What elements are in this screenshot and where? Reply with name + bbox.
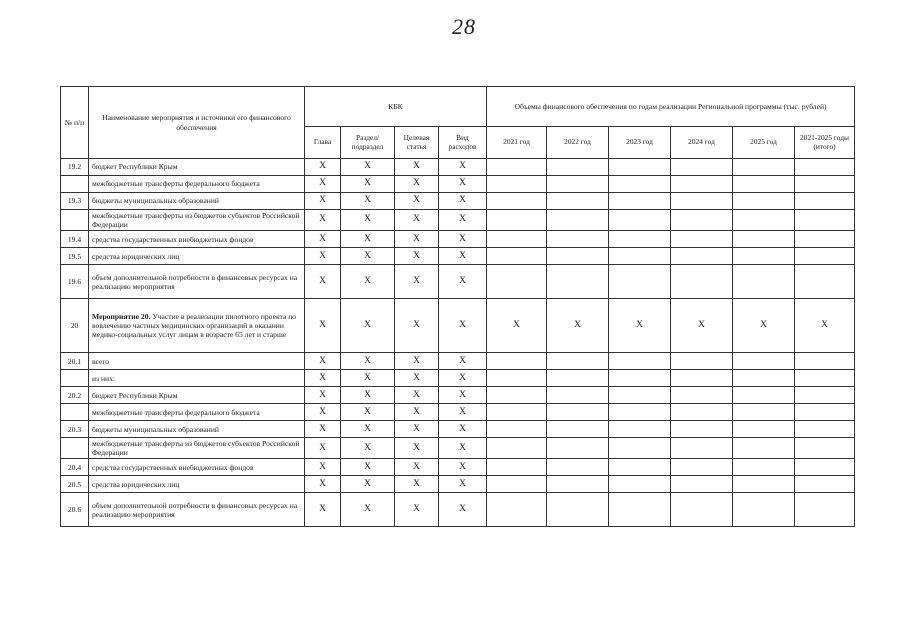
kbk-cell: X	[305, 265, 341, 299]
row-number: 20	[61, 299, 89, 353]
year-cell	[733, 176, 795, 193]
year-cell	[733, 210, 795, 231]
year-cell	[547, 404, 609, 421]
kbk-cell: X	[395, 265, 439, 299]
header-kbk-col: Вид расходов	[439, 127, 487, 159]
year-cell	[795, 421, 855, 438]
row-name: бюджеты муниципальных образований	[89, 193, 305, 210]
kbk-cell: X	[395, 193, 439, 210]
year-cell	[795, 248, 855, 265]
year-cell	[795, 459, 855, 476]
year-cell	[733, 459, 795, 476]
kbk-cell: X	[439, 159, 487, 176]
row-number: 20.5	[61, 476, 89, 493]
table-row	[61, 421, 855, 438]
year-cell	[733, 438, 795, 459]
year-cell	[487, 231, 547, 248]
year-cell	[487, 265, 547, 299]
kbk-cell: X	[395, 248, 439, 265]
row-name: средства государственных внебюджетных фондов	[89, 459, 305, 476]
year-cell	[547, 231, 609, 248]
kbk-cell: X	[439, 404, 487, 421]
row-number: 19.2	[61, 159, 89, 176]
year-cell	[733, 421, 795, 438]
row-name: межбюджетные трансферты федерального бюджета	[89, 176, 305, 193]
year-cell	[609, 370, 671, 387]
year-cell	[547, 438, 609, 459]
year-cell	[671, 193, 733, 210]
year-cell	[609, 438, 671, 459]
row-number: 19.4	[61, 231, 89, 248]
year-cell	[733, 387, 795, 404]
row-name: межбюджетные трансферты федерального бюджета	[89, 404, 305, 421]
year-cell	[547, 476, 609, 493]
year-cell	[733, 193, 795, 210]
kbk-cell: X	[305, 210, 341, 231]
row-name-text: Участие в реализации пилотного проекта по вовлечению частных медицинских организаций в оказании медико-социальных услуг лицам в возрасте 65 лет и старше	[92, 312, 297, 340]
year-cell	[609, 265, 671, 299]
year-cell	[733, 493, 795, 527]
kbk-cell: X	[305, 370, 341, 387]
kbk-cell: X	[395, 231, 439, 248]
kbk-cell: X	[439, 193, 487, 210]
year-cell	[795, 210, 855, 231]
header-year-col: 2023 год	[609, 127, 671, 159]
row-name: объем дополнительной потребности в финансовых ресурсах на реализацию мероприятия	[89, 493, 305, 527]
year-cell	[487, 353, 547, 370]
kbk-cell: X	[305, 248, 341, 265]
table-row	[61, 265, 855, 299]
table-row	[61, 193, 855, 210]
year-cell	[547, 265, 609, 299]
kbk-cell: X	[341, 176, 395, 193]
table-row	[61, 231, 855, 248]
kbk-cell: X	[395, 421, 439, 438]
year-cell	[795, 493, 855, 527]
year-cell	[795, 159, 855, 176]
year-cell	[547, 193, 609, 210]
year-cell	[733, 476, 795, 493]
year-cell	[733, 159, 795, 176]
kbk-cell: X	[439, 387, 487, 404]
page-number: 28	[452, 14, 476, 39]
year-cell	[795, 404, 855, 421]
kbk-cell: X	[305, 476, 341, 493]
year-cell	[795, 265, 855, 299]
year-cell	[547, 387, 609, 404]
year-cell	[733, 353, 795, 370]
year-cell	[487, 438, 547, 459]
table-row	[61, 438, 855, 459]
year-cell	[671, 459, 733, 476]
header-kbk-col: Целевая статья	[395, 127, 439, 159]
kbk-cell: X	[341, 353, 395, 370]
year-cell	[487, 387, 547, 404]
table-row	[61, 248, 855, 265]
kbk-cell: X	[439, 493, 487, 527]
year-cell	[795, 231, 855, 248]
row-name: бюджет Республики Крым	[89, 387, 305, 404]
row-number	[61, 176, 89, 193]
year-cell	[671, 231, 733, 248]
kbk-cell: X	[395, 176, 439, 193]
kbk-cell: X	[395, 370, 439, 387]
year-cell	[487, 476, 547, 493]
year-cell	[609, 493, 671, 527]
table-row	[61, 459, 855, 476]
kbk-cell: X	[341, 387, 395, 404]
kbk-cell: X	[305, 493, 341, 527]
year-cell	[487, 248, 547, 265]
year-cell	[609, 248, 671, 265]
year-cell	[733, 404, 795, 421]
row-number: 20.4	[61, 459, 89, 476]
year-cell	[547, 248, 609, 265]
row-name: средства юридических лиц	[89, 248, 305, 265]
row-name: межбюджетные трансферты из бюджетов субъектов Российской Федерации	[89, 438, 305, 459]
year-cell	[487, 493, 547, 527]
kbk-cell: X	[439, 476, 487, 493]
kbk-cell: X	[305, 421, 341, 438]
header-year-col: 2021 год	[487, 127, 547, 159]
year-cell	[547, 353, 609, 370]
year-cell	[609, 353, 671, 370]
kbk-cell: X	[341, 421, 395, 438]
year-cell	[487, 459, 547, 476]
year-cell	[609, 387, 671, 404]
kbk-cell: X	[341, 459, 395, 476]
year-cell: X	[733, 299, 795, 353]
year-cell	[609, 421, 671, 438]
year-cell	[671, 387, 733, 404]
row-name: бюджет Республики Крым	[89, 159, 305, 176]
year-cell	[671, 248, 733, 265]
row-name-bold: Мероприятие 20.	[92, 312, 151, 322]
year-cell	[487, 421, 547, 438]
kbk-cell: X	[439, 231, 487, 248]
year-cell	[609, 210, 671, 231]
kbk-cell: X	[341, 370, 395, 387]
kbk-cell: X	[439, 353, 487, 370]
row-number: 19.3	[61, 193, 89, 210]
kbk-cell: X	[341, 193, 395, 210]
kbk-cell: X	[341, 231, 395, 248]
year-cell: X	[487, 299, 547, 353]
header-kbk-col: Раздел/ подраздел	[341, 127, 395, 159]
kbk-cell: X	[439, 248, 487, 265]
row-number	[61, 210, 89, 231]
kbk-cell: X	[341, 476, 395, 493]
year-cell: X	[671, 299, 733, 353]
year-cell: X	[795, 299, 855, 353]
kbk-cell: X	[395, 404, 439, 421]
year-cell	[547, 493, 609, 527]
kbk-cell: X	[341, 299, 395, 353]
kbk-cell: X	[395, 493, 439, 527]
row-number: 20.6	[61, 493, 89, 527]
kbk-cell: X	[341, 265, 395, 299]
header-year-col: 2024 год	[671, 127, 733, 159]
year-cell	[547, 159, 609, 176]
year-cell	[609, 231, 671, 248]
year-cell	[795, 476, 855, 493]
year-cell	[795, 438, 855, 459]
kbk-cell: X	[341, 493, 395, 527]
year-cell: X	[547, 299, 609, 353]
header-kbk-col: Глава	[305, 127, 341, 159]
year-cell	[795, 353, 855, 370]
table-row	[61, 370, 855, 387]
year-cell	[487, 404, 547, 421]
kbk-cell: X	[395, 210, 439, 231]
year-cell	[547, 421, 609, 438]
kbk-cell: X	[395, 476, 439, 493]
row-number	[61, 438, 89, 459]
kbk-cell: X	[439, 370, 487, 387]
kbk-cell: X	[341, 210, 395, 231]
year-cell	[795, 387, 855, 404]
header-num: № п/п	[61, 87, 89, 159]
year-cell	[547, 459, 609, 476]
row-number: 20.3	[61, 421, 89, 438]
table-row	[61, 299, 855, 353]
year-cell	[609, 193, 671, 210]
year-cell	[733, 248, 795, 265]
row-number: 19.5	[61, 248, 89, 265]
kbk-cell: X	[341, 438, 395, 459]
table-row	[61, 404, 855, 421]
financing-table	[60, 86, 855, 527]
year-cell	[671, 476, 733, 493]
kbk-cell: X	[395, 159, 439, 176]
year-cell	[609, 159, 671, 176]
year-cell	[487, 193, 547, 210]
year-cell	[795, 193, 855, 210]
year-cell	[671, 493, 733, 527]
kbk-cell: X	[439, 421, 487, 438]
year-cell	[671, 370, 733, 387]
row-number	[61, 370, 89, 387]
year-cell	[733, 370, 795, 387]
row-name: всего	[89, 353, 305, 370]
kbk-cell: X	[439, 176, 487, 193]
kbk-cell: X	[305, 353, 341, 370]
row-number: 20.1	[61, 353, 89, 370]
year-cell	[547, 176, 609, 193]
year-cell	[609, 404, 671, 421]
year-cell	[487, 176, 547, 193]
kbk-cell: X	[305, 387, 341, 404]
table-row	[61, 176, 855, 193]
kbk-cell: X	[341, 159, 395, 176]
year-cell	[547, 370, 609, 387]
year-cell	[487, 159, 547, 176]
kbk-cell: X	[439, 459, 487, 476]
row-name: средства государственных внебюджетных фондов	[89, 231, 305, 248]
table-row	[61, 387, 855, 404]
header-kbk: КБК	[305, 87, 487, 127]
year-cell	[733, 265, 795, 299]
year-cell	[671, 210, 733, 231]
row-name: бюджеты муниципальных образований	[89, 421, 305, 438]
kbk-cell: X	[395, 387, 439, 404]
year-cell	[609, 476, 671, 493]
kbk-cell: X	[305, 231, 341, 248]
kbk-cell: X	[305, 438, 341, 459]
kbk-cell: X	[395, 353, 439, 370]
table-row	[61, 159, 855, 176]
year-cell	[671, 159, 733, 176]
year-cell	[671, 404, 733, 421]
header-year-col: 2022 год	[547, 127, 609, 159]
row-name	[89, 299, 305, 353]
table-row	[61, 493, 855, 527]
year-cell	[671, 421, 733, 438]
table-row	[61, 476, 855, 493]
year-cell	[671, 176, 733, 193]
header-year-col: 2021-2025 годы (итого)	[795, 127, 855, 159]
year-cell	[609, 176, 671, 193]
kbk-cell: X	[395, 299, 439, 353]
table-row	[61, 210, 855, 231]
header-year-col: 2025 год	[733, 127, 795, 159]
year-cell	[671, 353, 733, 370]
year-cell	[487, 370, 547, 387]
kbk-cell: X	[439, 265, 487, 299]
kbk-cell: X	[305, 299, 341, 353]
kbk-cell: X	[341, 248, 395, 265]
header-volumes: Объемы финансового обеспечения по годам реализации Региональной программы (тыс. рублей)	[487, 87, 855, 127]
year-cell	[795, 370, 855, 387]
row-name: из них:	[89, 370, 305, 387]
year-cell	[733, 231, 795, 248]
year-cell	[487, 210, 547, 231]
row-name: средства юридических лиц	[89, 476, 305, 493]
row-number: 19.6	[61, 265, 89, 299]
year-cell	[671, 438, 733, 459]
kbk-cell: X	[439, 210, 487, 231]
row-number	[61, 404, 89, 421]
kbk-cell: X	[305, 459, 341, 476]
year-cell: X	[609, 299, 671, 353]
kbk-cell: X	[439, 438, 487, 459]
year-cell	[795, 176, 855, 193]
kbk-cell: X	[395, 438, 439, 459]
year-cell	[671, 265, 733, 299]
row-name: объем дополнительной потребности в финансовых ресурсах на реализацию мероприятия	[89, 265, 305, 299]
kbk-cell: X	[305, 159, 341, 176]
row-number: 20.2	[61, 387, 89, 404]
kbk-cell: X	[305, 176, 341, 193]
year-cell	[547, 210, 609, 231]
kbk-cell: X	[305, 193, 341, 210]
kbk-cell: X	[341, 404, 395, 421]
kbk-cell: X	[305, 404, 341, 421]
header-name: Наименование мероприятия и источники его финансового обеспечения	[89, 87, 305, 159]
row-name: межбюджетные трансферты из бюджетов субъектов Российской Федерации	[89, 210, 305, 231]
kbk-cell: X	[439, 299, 487, 353]
kbk-cell: X	[395, 459, 439, 476]
table-row	[61, 353, 855, 370]
year-cell	[609, 459, 671, 476]
